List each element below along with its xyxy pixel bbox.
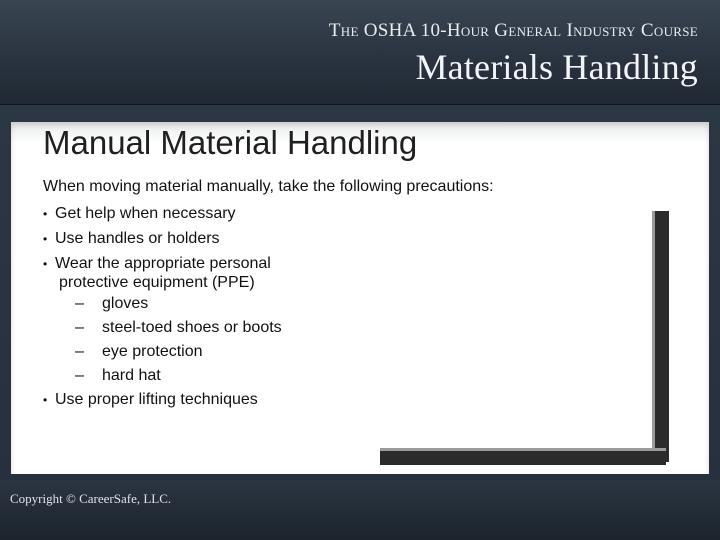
bullet-list [43,202,282,412]
bullet-item: • Use proper lifting techniques [43,388,282,413]
slide-title: Manual Material Handling [43,124,418,161]
bullet-item: • Get help when necessary [43,202,282,227]
bullet-item: • Use handles or holders [43,227,282,252]
bullet-continuation: protective equipment (PPE) [59,274,255,292]
module-title: Materials Handling [415,47,698,87]
slide-header [0,0,720,105]
intro-text: When moving material manually, take the following precautions: [43,178,494,195]
decorative-frame-vertical [652,211,669,462]
course-title: The OSHA 10-Hour General Industry Course [328,20,698,41]
sub-bullet-item: – eye protection [43,340,282,364]
sub-bullet-item: – gloves [43,292,282,316]
decorative-frame-horizontal [380,448,666,465]
content-panel [11,122,709,474]
bullet-item: • Wear the appropriate personal [43,252,282,277]
sub-bullet-item: – steel-toed shoes or boots [43,316,282,340]
slide-footer [0,480,720,540]
sub-bullet-item: – hard hat [43,364,282,388]
copyright-text: Copyright © CareerSafe, LLC. [10,491,172,506]
